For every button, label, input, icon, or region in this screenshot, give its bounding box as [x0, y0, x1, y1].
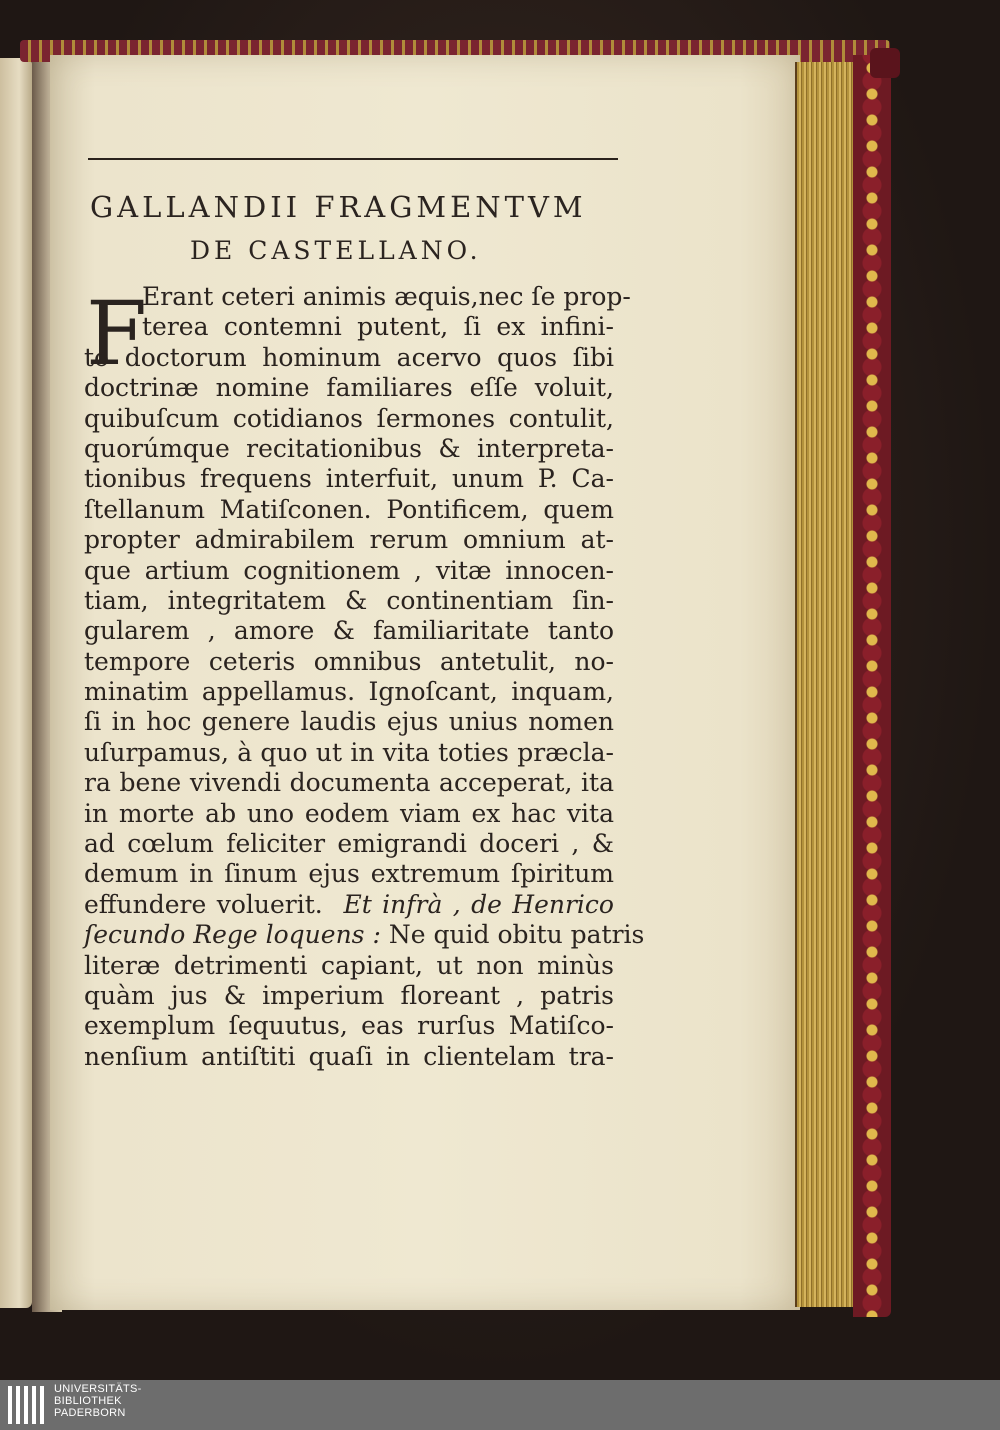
text-line: tionibus frequens interfuit, unum P. Ca- — [84, 464, 614, 494]
italic-text: ſecundo Rege loquens : — [84, 920, 381, 950]
decorated-binding — [853, 55, 891, 1317]
text-line: que artium cognitionem , vitæ innocen- — [84, 555, 614, 585]
text-line — [84, 890, 614, 920]
text-line: terea contemni putent, ſi ex infini- — [142, 312, 614, 342]
text-line: quorúmque recitationibus & interpreta- — [84, 433, 614, 463]
text-line: quibuſcum cotidianos ſermones contulit, — [84, 403, 614, 433]
header-rule — [88, 158, 618, 160]
text-line: minatim appellamus. Ignoſcant, inquam, — [84, 677, 614, 707]
page-fore-edges — [795, 62, 855, 1307]
page-subtitle: DE CASTELLANO. — [190, 236, 482, 265]
text-line: ſi in hoc genere laudis ejus unius nomen — [84, 707, 614, 737]
text-line: ſtellanum Matiſconen. Pontificem, quem — [84, 494, 614, 524]
drop-initial: F — [86, 282, 148, 385]
library-name-line: BIBLIOTHEK — [54, 1395, 122, 1407]
text-segment: Ne quid obitu patris — [388, 920, 645, 950]
library-footer — [0, 1380, 1000, 1430]
text-line: gularem , amore & familiaritate tanto — [84, 616, 614, 646]
text-line: propter admirabilem rerum omnium at- — [84, 525, 614, 555]
text-segment: effundere voluerit. — [84, 889, 323, 919]
library-name-line: UNIVERSITÄTS- — [54, 1383, 142, 1395]
text-line: exemplum ſequutus, eas rurſus Matiſco- — [84, 1011, 614, 1041]
library-name-line: PADERBORN — [54, 1407, 126, 1419]
text-line: ra bene vivendi documenta acceperat, ita — [84, 768, 614, 798]
text-line: uſurpamus, à quo ut in vita toties præcla- — [84, 737, 614, 767]
body-text — [84, 282, 645, 1072]
text-line: demum in ſinum ejus extremum ſpiritum — [84, 859, 614, 889]
page-title: GALLANDII FRAGMENTVM — [90, 190, 587, 224]
text-line: literæ detrimenti capiant, ut non minùs — [84, 950, 614, 980]
library-logo-icon — [8, 1386, 46, 1424]
text-line: doctrinæ nomine familiares eſſe voluit, — [84, 373, 614, 403]
library-name — [54, 1383, 142, 1419]
italic-text: Et infrà , de Henrico — [343, 889, 614, 919]
text-line: quàm jus & imperium floreant , patris — [84, 980, 614, 1010]
text-line: ad cœlum feliciter emigrandi doceri , & — [84, 829, 614, 859]
text-line — [84, 920, 645, 950]
text-line: tiam, integritatem & continentiam ſin- — [84, 585, 614, 615]
text-line: nenſium antiſtiti quaſi in clientelam tra- — [84, 1041, 614, 1071]
text-line: in morte ab uno eodem viam ex hac vita — [84, 798, 614, 828]
cover-corner — [870, 48, 900, 78]
text-line: Erant ceteri animis æquis,nec ſe prop- — [142, 282, 631, 311]
text-line: tempore ceteris omnibus antetulit, no- — [84, 646, 614, 676]
text-line: to doctorum hominum acervo quos ſibi — [84, 342, 614, 372]
left-page-edge — [0, 58, 32, 1308]
